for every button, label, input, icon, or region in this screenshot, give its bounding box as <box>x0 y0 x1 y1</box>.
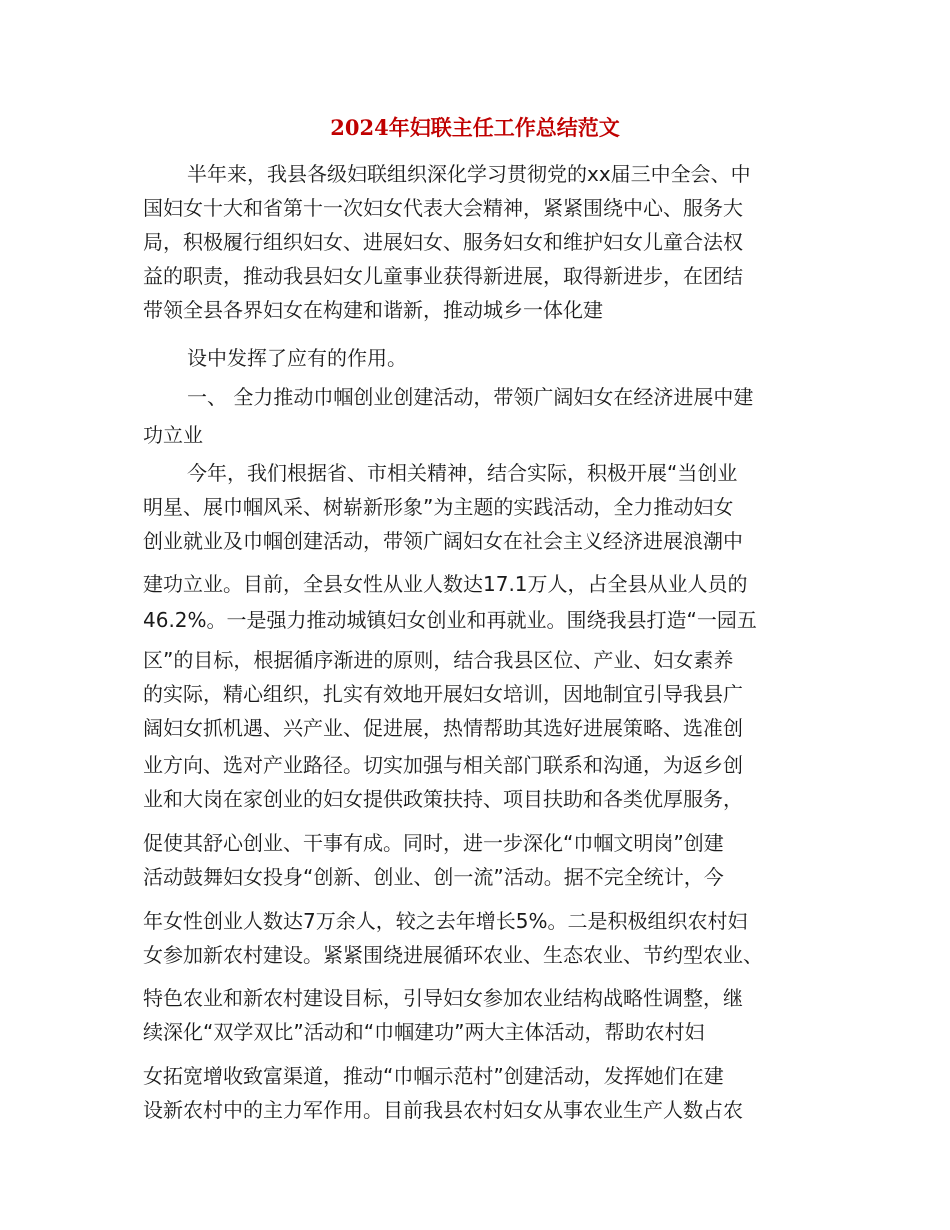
section-heading: 一、 全力推动巾帼创业创建活动，带领广阔妇女在经济进展中建 <box>187 385 754 409</box>
paragraph-line: 的实际，精心组织，扎实有效地开展妇女培训，因地制宜引导我县广 <box>143 682 743 706</box>
paragraph-line: 区”的目标，根据循序渐进的原则，结合我县区位、产业、妇女素养 <box>143 648 734 672</box>
paragraph-line: 女拓宽增收致富渠道，推动“巾帼示范村”创建活动，发挥她们在建 <box>143 1064 724 1088</box>
paragraph-line: 促使其舒心创业、干事有成。同时，进一步深化“巾帼文明岗”创建 <box>143 831 724 855</box>
paragraph-line: 活动鼓舞妇女投身“创新、创业、创一流”活动。据不完全统计，今 <box>143 865 724 889</box>
paragraph-line: 46.2%。一是强力推动城镇妇女创业和再就业。围绕我县打造“一园五 <box>143 608 757 632</box>
paragraph-line: 特色农业和新农村建设目标，引导妇女参加农业结构战略性调整，继 <box>143 986 743 1010</box>
paragraph-line: 半年来，我县各级妇联组织深化学习贯彻党的xx届三中全会、中 <box>187 162 751 186</box>
paragraph-line: 业和大岗在家创业的妇女提供政策扶持、项目扶助和各类优厚服务， <box>143 787 743 811</box>
paragraph-line: 设中发挥了应有的作用。 <box>187 346 407 370</box>
paragraph-line: 益的职责，推动我县妇女儿童事业获得新进展，取得新进步，在团结 <box>143 264 743 288</box>
paragraph-line: 带领全县各界妇女在构建和谐新，推动城乡一体化建 <box>143 298 603 322</box>
paragraph-line: 建功立业。目前，全县女性从业人数达17.1万人，占全县从业人员的 <box>143 572 748 596</box>
paragraph-line: 年女性创业人数达7万余人，较之去年增长5%。二是积极组织农村妇 <box>143 909 748 933</box>
paragraph-line: 设新农村中的主力军作用。目前我县农村妇女从事农业生产人数占农 <box>143 1098 743 1122</box>
paragraph-line: 女参加新农村建设。紧紧围绕进展循环农业、生态农业、节约型农业、 <box>143 943 763 967</box>
paragraph-line: 业方向、选对产业路径。切实加强与相关部门联系和沟通，为返乡创 <box>143 753 743 777</box>
paragraph-line: 国妇女十大和省第十一次妇女代表大会精神，紧紧围绕中心、服务大 <box>143 196 743 220</box>
paragraph-line: 局，积极履行组织妇女、进展妇女、服务妇女和维护妇女儿童合法权 <box>143 230 743 254</box>
paragraph-line: 明星、展巾帼风采、树崭新形象”为主题的实践活动，全力推动妇女 <box>143 495 734 519</box>
section-heading-continued: 功立业 <box>143 423 203 447</box>
paragraph-line: 续深化“双学双比”活动和“巾帼建功”两大主体活动，帮助农村妇 <box>143 1020 705 1044</box>
paragraph-line: 创业就业及巾帼创建活动，带领广阔妇女在社会主义经济进展浪潮中 <box>143 529 743 553</box>
paragraph-line: 今年，我们根据省、市相关精神，结合实际，积极开展“当创业 <box>187 461 738 485</box>
paragraph-line: 阔妇女抓机遇、兴产业、促进展，热情帮助其选好进展策略、选准创 <box>143 716 743 740</box>
document-title: 2024年妇联主任工作总结范文 <box>330 115 620 140</box>
